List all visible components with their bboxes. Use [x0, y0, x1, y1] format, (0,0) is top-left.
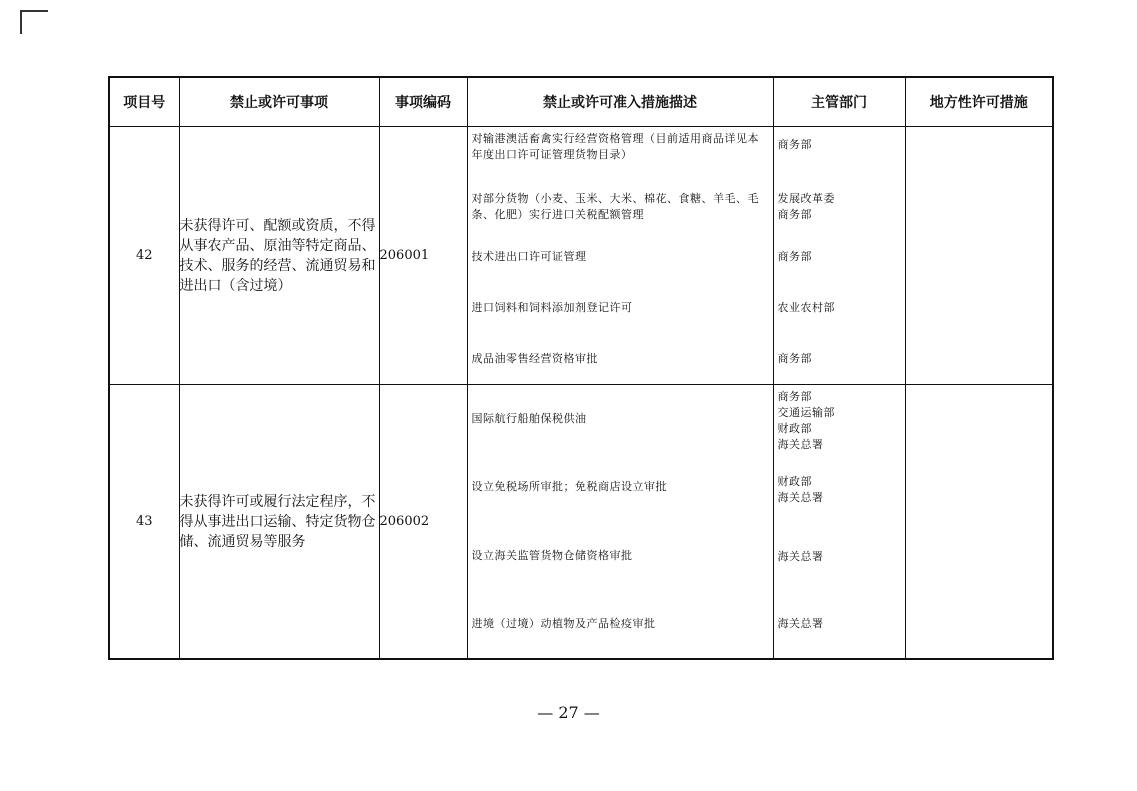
table-row — [109, 127, 1053, 385]
header-local-measures: 地方性许可措施 — [905, 77, 1053, 127]
header-item-code: 事项编码 — [379, 77, 467, 127]
item-code: 206001 — [379, 127, 467, 385]
measure-description: 对输港澳活畜禽实行经营资格管理（目前适用商品详见本年度出口许可证管理货物目录） — [471, 132, 759, 161]
department: 商务部 — [777, 390, 812, 403]
department: 海关总署 — [777, 438, 824, 451]
local-measures — [905, 385, 1053, 660]
corner-mark — [20, 10, 48, 34]
measure-description: 对部分货物（小麦、玉米、大米、棉花、食糖、羊毛、毛条、化肥）实行进口关税配额管理 — [471, 191, 759, 221]
measure-description: 成品油零售经营资格审批 — [471, 351, 598, 365]
department-group — [774, 524, 905, 591]
department: 海关总署 — [777, 490, 824, 504]
measure-description: 国际航行船舶保税供油 — [471, 412, 587, 426]
department-group — [774, 456, 905, 523]
department: 财政部 — [777, 422, 812, 435]
header-row — [109, 77, 1053, 127]
department: 农业农村部 — [777, 301, 835, 315]
department: 海关总署 — [777, 550, 824, 564]
measure-description: 设立海关监管货物仓储资格审批 — [471, 548, 633, 562]
department-group — [774, 385, 905, 456]
header-item-number: 项目号 — [109, 77, 179, 127]
department: 商务部 — [777, 351, 812, 365]
department-group — [774, 333, 905, 384]
department: 商务部 — [777, 250, 812, 264]
local-measures — [905, 127, 1053, 385]
permit-table — [108, 76, 1054, 660]
department: 海关总署 — [777, 617, 824, 631]
measure-description: 进境（过境）动植物及产品检疫审批 — [471, 616, 656, 630]
department: 发展改革委 — [777, 191, 835, 205]
measure-description: 技术进出口许可证管理 — [471, 250, 587, 264]
departments-cell — [773, 385, 905, 660]
measures-cell — [467, 127, 773, 385]
department-group — [774, 232, 905, 283]
item-number: 42 — [109, 127, 179, 385]
department: 交通运输部 — [777, 406, 835, 419]
table-row — [109, 385, 1053, 660]
item-code: 206002 — [379, 385, 467, 660]
item-matter: 未获得许可或履行法定程序，不得从事进出口运输、特定货物仓储、流通贸易等服务 — [179, 385, 379, 660]
department: 商务部 — [777, 138, 812, 151]
department-group — [774, 182, 905, 233]
department-group — [774, 591, 905, 658]
department-group — [774, 283, 905, 334]
item-number: 43 — [109, 385, 179, 660]
department: 商务部 — [777, 207, 812, 221]
page-number: — 27 — — [537, 703, 600, 722]
department-group — [774, 127, 905, 182]
department: 财政部 — [777, 474, 812, 488]
header-measure-description: 禁止或许可准入措施描述 — [467, 77, 773, 127]
measures-cell — [467, 385, 773, 660]
item-matter: 未获得许可、配额或资质，不得从事农产品、原油等特定商品、技术、服务的经营、流通贸易和进出口（含过境） — [179, 127, 379, 385]
departments-cell — [773, 127, 905, 385]
header-item-matter: 禁止或许可事项 — [179, 77, 379, 127]
measure-description: 设立免税场所审批；免税商店设立审批 — [471, 480, 667, 494]
header-department: 主管部门 — [773, 77, 905, 127]
measure-description: 进口饲料和饲料添加剂登记许可 — [471, 301, 633, 315]
